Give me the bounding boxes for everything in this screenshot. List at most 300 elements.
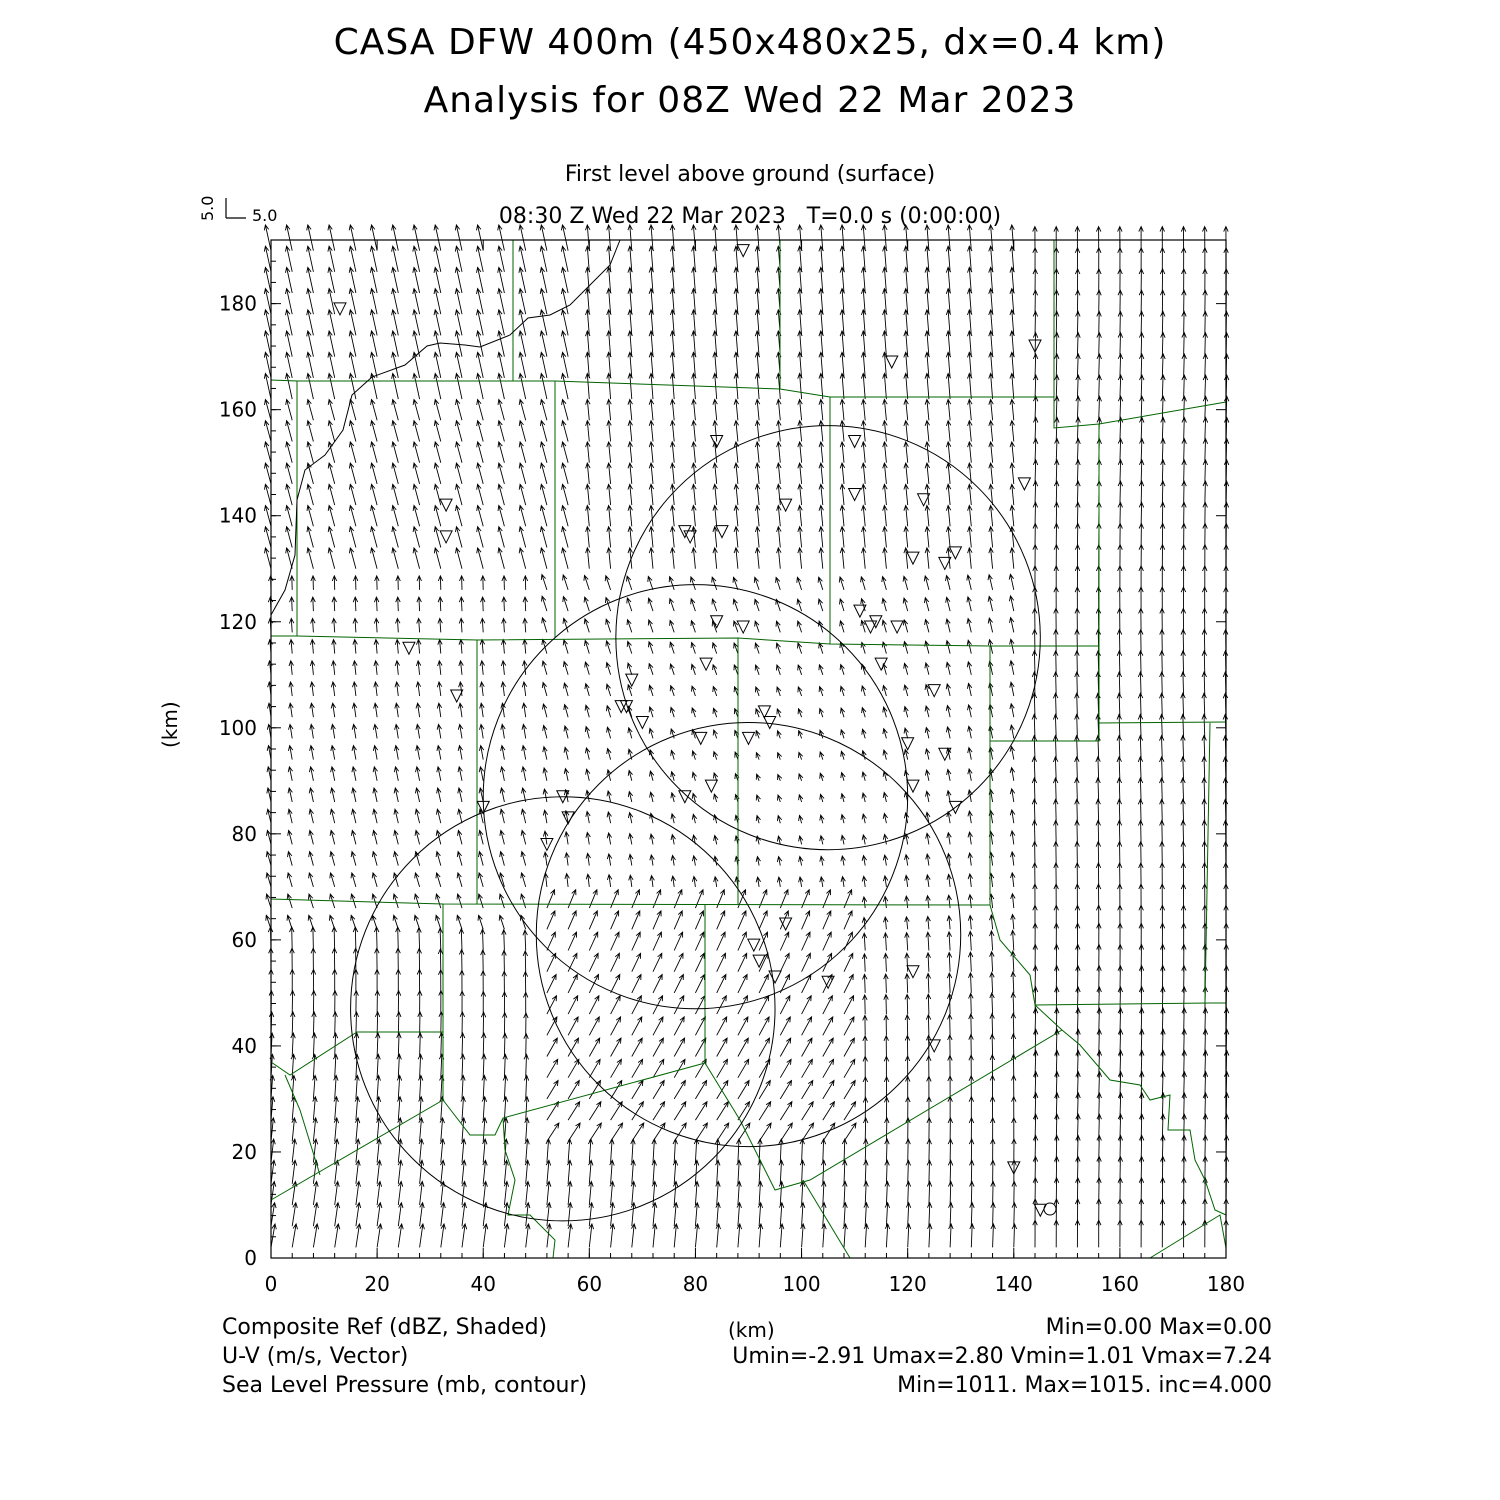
wind-vector: [776, 577, 781, 590]
wind-vector: [498, 400, 504, 421]
wind-vector: [991, 1139, 996, 1163]
wind-vector: [714, 794, 718, 802]
wind-vector: [906, 1160, 911, 1184]
wind-vector: [1033, 333, 1038, 357]
wind-vector: [1117, 714, 1122, 738]
wind-vector: [313, 1160, 318, 1184]
wind-vector: [349, 527, 356, 548]
wind-vector: [734, 527, 739, 548]
wind-vector: [1053, 757, 1058, 781]
wind-vector: [1139, 524, 1144, 548]
wind-vector: [547, 932, 555, 950]
wind-vector: [394, 830, 399, 844]
wind-vector: [461, 1139, 465, 1163]
wind-vector: [1054, 269, 1059, 293]
wind-vector: [1182, 290, 1187, 314]
wind-vector: [840, 463, 845, 484]
wind-vector: [291, 1033, 296, 1056]
wind-vector: [628, 506, 633, 527]
station-marker-icon: [907, 552, 919, 564]
station-marker-icon: [334, 303, 346, 315]
wind-vector: [606, 684, 610, 696]
wind-vector: [670, 707, 674, 717]
wind-vector: [585, 727, 589, 739]
wind-vector: [611, 1059, 622, 1077]
wind-vector: [735, 836, 739, 845]
wind-vector: [968, 400, 973, 421]
wind-vector: [1075, 736, 1080, 760]
wind-vector: [523, 930, 528, 950]
wind-vector: [906, 1077, 911, 1099]
wind-vector: [289, 703, 294, 717]
wind-vector: [413, 421, 420, 442]
wind-vector: [396, 948, 401, 972]
wind-vector: [353, 576, 358, 590]
wind-vector: [1033, 460, 1038, 484]
wind-vector: [541, 575, 547, 590]
wind-vector: [841, 815, 845, 824]
wind-vector: [1075, 651, 1080, 675]
wind-vector: [1118, 311, 1123, 335]
wind-vector: [540, 400, 547, 421]
wind-vector: [713, 752, 717, 760]
wind-vector: [905, 933, 909, 951]
wind-vector: [649, 421, 654, 442]
wind-vector: [585, 662, 590, 675]
y-tick-label: 0: [244, 1246, 257, 1270]
wind-vector: [607, 400, 612, 421]
wind-vector: [968, 895, 973, 908]
wind-vector: [1096, 630, 1101, 654]
wind-vector: [1054, 524, 1059, 548]
wind-vector: [1160, 884, 1165, 908]
wind-vector: [969, 1139, 974, 1163]
wind-vector: [653, 890, 661, 908]
wind-vector: [585, 641, 590, 654]
wind-vector: [458, 830, 463, 844]
wind-vector: [883, 400, 888, 421]
wind-vector: [332, 597, 337, 611]
wind-vector: [1118, 290, 1123, 314]
wind-vector: [632, 1059, 643, 1077]
wind-vector: [925, 728, 929, 739]
wind-vector: [311, 597, 316, 611]
wind-vector: [652, 1182, 657, 1206]
wind-vector: [882, 598, 886, 611]
wind-vector: [717, 890, 725, 908]
wind-vector: [437, 682, 442, 696]
wind-vector: [738, 1059, 749, 1077]
wind-vector: [437, 767, 441, 781]
wind-vector: [395, 640, 400, 654]
wind-vector: [755, 527, 759, 548]
wind-vector: [438, 970, 443, 993]
wind-vector: [607, 484, 612, 505]
wind-vector: [1161, 1008, 1166, 1035]
wind-vector: [611, 911, 619, 929]
wind-vector: [946, 706, 950, 718]
x-tick-label: 180: [1206, 1272, 1246, 1296]
wind-vector: [968, 527, 973, 548]
wind-vector: [392, 463, 398, 484]
wind-vector: [779, 1139, 784, 1163]
wind-vector: [820, 794, 824, 802]
wind-vector: [328, 374, 335, 400]
wind-vector: [1160, 651, 1165, 675]
wind-vector: [820, 856, 824, 865]
wind-vector: [292, 1139, 297, 1163]
wind-vector: [863, 1098, 868, 1121]
wind-vector: [373, 809, 377, 823]
wind-vector: [650, 876, 655, 887]
wind-vector: [459, 640, 464, 654]
wind-vector: [313, 1118, 317, 1142]
wind-vector: [392, 442, 398, 463]
wind-vector: [674, 1081, 685, 1099]
wind-vector: [375, 970, 380, 993]
wind-vector: [884, 1036, 889, 1057]
wind-vector: [1075, 693, 1080, 717]
wind-vector: [1010, 618, 1014, 633]
wind-vector: [1010, 661, 1014, 675]
wind-vector: [349, 506, 356, 527]
county-border: [503, 1118, 555, 1258]
wind-vector: [755, 506, 759, 527]
wind-vector: [840, 686, 844, 696]
wind-vector: [738, 1038, 748, 1056]
wind-vector: [946, 727, 950, 739]
wind-vector: [885, 1139, 890, 1163]
wind-vector: [568, 1224, 572, 1247]
wind-vector: [526, 1224, 530, 1247]
wind-vector: [777, 442, 782, 463]
wind-vector: [823, 1081, 834, 1099]
wind-vector: [844, 975, 853, 993]
wind-vector: [523, 640, 527, 654]
wind-vector: [434, 442, 441, 463]
wind-vector: [373, 830, 378, 844]
wind-vector: [477, 527, 484, 548]
wind-vector: [1202, 863, 1207, 887]
wind-vector: [631, 1160, 636, 1184]
wind-vector: [415, 852, 420, 866]
wind-vector: [1033, 566, 1038, 590]
wind-vector: [289, 640, 294, 654]
wind-vector: [946, 506, 950, 527]
wind-vector: [671, 855, 675, 865]
wind-vector: [1182, 460, 1187, 484]
wind-vector: [1139, 545, 1144, 569]
wind-vector: [1054, 566, 1059, 590]
wind-vector: [562, 484, 569, 505]
wind-vector: [482, 1097, 487, 1120]
wind-vector: [1182, 375, 1187, 399]
wind-vector: [330, 809, 334, 823]
wind-vector: [840, 484, 845, 505]
wind-vector: [989, 400, 994, 421]
wind-vector: [989, 704, 993, 717]
station-marker-icon: [907, 966, 919, 978]
wind-vector: [331, 788, 335, 802]
wind-vector: [352, 767, 356, 781]
wind-vector: [460, 1012, 465, 1035]
wind-vector: [611, 996, 621, 1014]
wind-vector: [737, 1182, 742, 1206]
wind-vector: [483, 1160, 488, 1184]
wind-vector: [632, 1081, 643, 1099]
wind-vector: [823, 1059, 834, 1077]
wind-vector: [946, 463, 950, 484]
wind-vector: [349, 421, 356, 442]
wind-vector: [777, 816, 781, 824]
station-marker-icon: [451, 690, 463, 702]
wind-vector: [286, 506, 293, 527]
wind-vector: [926, 896, 931, 908]
wind-vector: [309, 852, 314, 866]
wind-vector: [948, 1097, 953, 1120]
wind-vector: [671, 548, 675, 569]
wind-vector: [502, 992, 507, 1014]
wind-vector: [779, 1203, 784, 1227]
wind-vector: [413, 374, 420, 400]
wind-vector: [310, 746, 314, 760]
wind-vector: [862, 708, 866, 718]
wind-vector: [989, 548, 994, 569]
wind-vector: [1076, 311, 1081, 335]
wind-vector: [292, 1224, 297, 1247]
wind-vector: [456, 484, 463, 505]
ref-vector-x-label: 5.0: [252, 206, 278, 225]
wind-vector: [843, 1203, 848, 1227]
wind-vector: [844, 996, 854, 1014]
wind-vector: [458, 767, 462, 781]
wind-vector: [418, 1033, 423, 1056]
wind-vector: [777, 857, 782, 866]
wind-vector: [416, 682, 421, 696]
wind-vector: [371, 400, 378, 421]
wind-vector: [523, 618, 528, 632]
wind-vector: [328, 442, 335, 463]
wind-vector: [479, 852, 484, 866]
wind-vector: [438, 618, 443, 632]
wind-vector: [1139, 311, 1144, 335]
wind-vector: [989, 527, 994, 548]
wind-vector: [547, 1123, 559, 1141]
wind-vector: [265, 527, 272, 548]
wind-vector: [1033, 502, 1038, 526]
wind-vector: [1139, 566, 1144, 590]
wind-vector: [1010, 768, 1014, 781]
wind-vector: [543, 747, 547, 760]
wind-vector: [802, 953, 811, 971]
wind-vector: [844, 1123, 856, 1141]
wind-vector: [885, 1160, 890, 1184]
wind-vector-field: [264, 225, 1229, 1247]
wind-vector: [906, 1097, 911, 1120]
wind-vector: [420, 1182, 425, 1206]
wind-vector: [480, 929, 485, 950]
wind-vector: [1054, 884, 1059, 908]
wind-vector: [904, 442, 909, 463]
wind-vector: [884, 917, 889, 929]
y-axis-label: (km): [158, 701, 182, 748]
wind-vector: [1118, 396, 1123, 420]
wind-vector: [502, 576, 507, 590]
wind-vector: [1182, 1093, 1187, 1120]
wind-vector: [525, 1139, 529, 1163]
wind-vector: [1139, 630, 1144, 654]
wind-vector: [802, 1102, 814, 1120]
wind-vector: [1011, 852, 1015, 866]
wind-vector: [521, 894, 526, 908]
wind-vector: [717, 996, 727, 1014]
wind-vector: [286, 527, 293, 548]
wind-vector: [904, 663, 908, 675]
wind-vector: [798, 527, 803, 548]
wind-vector: [712, 643, 716, 654]
wind-vector: [309, 767, 313, 781]
wind-vector: [392, 400, 398, 421]
wind-vector: [674, 1017, 684, 1035]
wind-vector: [1012, 1224, 1017, 1247]
wind-vector: [418, 991, 423, 1014]
wind-vector: [395, 703, 400, 717]
wind-vector: [460, 576, 465, 590]
wind-vector: [313, 1076, 318, 1099]
wind-vector: [883, 463, 888, 484]
wind-vector: [1117, 651, 1122, 675]
wind-vector: [1224, 396, 1229, 420]
wind-vector: [695, 953, 704, 971]
wind-vector: [502, 597, 507, 611]
wind-vector: [521, 873, 526, 887]
wind-vector: [1075, 630, 1080, 654]
x-tick-label: 40: [470, 1272, 496, 1296]
wind-vector: [631, 1139, 636, 1163]
wind-vector: [1010, 682, 1014, 696]
county-border: [271, 899, 1226, 1005]
wind-vector: [611, 1081, 622, 1099]
wind-vector: [1032, 799, 1037, 823]
wind-vector: [1160, 227, 1165, 251]
wind-vector: [568, 1059, 579, 1077]
wind-vector: [377, 1160, 382, 1184]
wind-vector: [564, 705, 568, 718]
wind-vector: [968, 442, 973, 463]
wind-vector: [396, 597, 401, 611]
wind-vector: [522, 746, 526, 760]
wind-vector: [989, 726, 993, 739]
wind-vector: [440, 1118, 445, 1142]
wind-vector: [394, 809, 398, 823]
wind-vector: [798, 400, 803, 421]
wind-vector: [863, 1056, 868, 1077]
wind-vector: [798, 484, 803, 505]
wind-vector: [673, 1139, 678, 1163]
wind-vector: [949, 1203, 954, 1227]
wind-vector: [692, 442, 697, 463]
wind-vector: [503, 1033, 508, 1056]
wind-vector: [904, 642, 908, 654]
wind-vector: [1096, 820, 1101, 844]
wind-vector: [884, 1015, 889, 1035]
wind-vector: [307, 400, 313, 421]
wind-vector: [947, 895, 952, 908]
wind-vector: [737, 1203, 742, 1227]
wind-vector: [1033, 481, 1038, 505]
wind-vector: [733, 599, 738, 611]
wind-vector: [519, 421, 526, 442]
wind-vector: [798, 643, 802, 654]
wind-vector: [713, 665, 717, 675]
wind-vector: [1033, 311, 1038, 335]
wind-vector: [288, 809, 292, 823]
wind-vector: [862, 856, 867, 866]
wind-vector: [1118, 269, 1123, 293]
wind-vector: [311, 970, 316, 993]
wind-vector: [500, 767, 504, 781]
station-marker-icon: [737, 621, 749, 633]
wind-vector: [456, 442, 463, 463]
wind-vector: [417, 928, 422, 951]
wind-vector: [543, 810, 547, 823]
wind-vector: [798, 687, 802, 696]
wind-vector: [395, 661, 400, 675]
wind-vector: [925, 706, 929, 717]
wind-vector: [1203, 290, 1208, 314]
wind-vector: [607, 527, 612, 548]
wind-vector: [1011, 1076, 1016, 1099]
station-marker-icon: [695, 732, 707, 744]
wind-vector: [1160, 757, 1165, 781]
wind-vector: [351, 915, 356, 929]
wind-vector: [1033, 290, 1038, 314]
wind-vector: [948, 1014, 953, 1035]
wind-vector: [1054, 545, 1059, 569]
wind-vector: [394, 852, 399, 866]
wind-vector: [905, 1015, 910, 1035]
wind-vector: [525, 1182, 529, 1206]
wind-vector: [353, 597, 358, 611]
wind-vector: [802, 932, 810, 950]
wind-vector: [755, 484, 759, 505]
wind-vector: [335, 1224, 340, 1247]
wind-vector: [989, 506, 994, 527]
wind-vector: [627, 663, 631, 675]
wind-vector: [820, 730, 824, 738]
station-marker-icon: [541, 838, 553, 850]
wind-vector: [521, 852, 526, 866]
legend-pressure: Sea Level Pressure (mb, contour): [222, 1373, 588, 1398]
wind-vector: [265, 506, 272, 527]
wind-vector: [371, 442, 378, 463]
wind-vector: [1202, 651, 1207, 675]
wind-vector: [288, 788, 292, 802]
wind-vector: [904, 400, 909, 421]
wind-vector: [862, 729, 866, 738]
wind-vector: [819, 421, 824, 442]
wind-vector: [862, 835, 866, 845]
wind-vector: [499, 894, 504, 908]
wind-vector: [481, 971, 486, 993]
wind-vector: [947, 854, 951, 866]
wind-vector: [392, 548, 398, 569]
wind-vector: [611, 1017, 621, 1035]
wind-vector: [820, 815, 824, 823]
wind-vector: [695, 1203, 700, 1227]
wind-vector: [692, 751, 696, 760]
wind-vector: [286, 484, 293, 505]
